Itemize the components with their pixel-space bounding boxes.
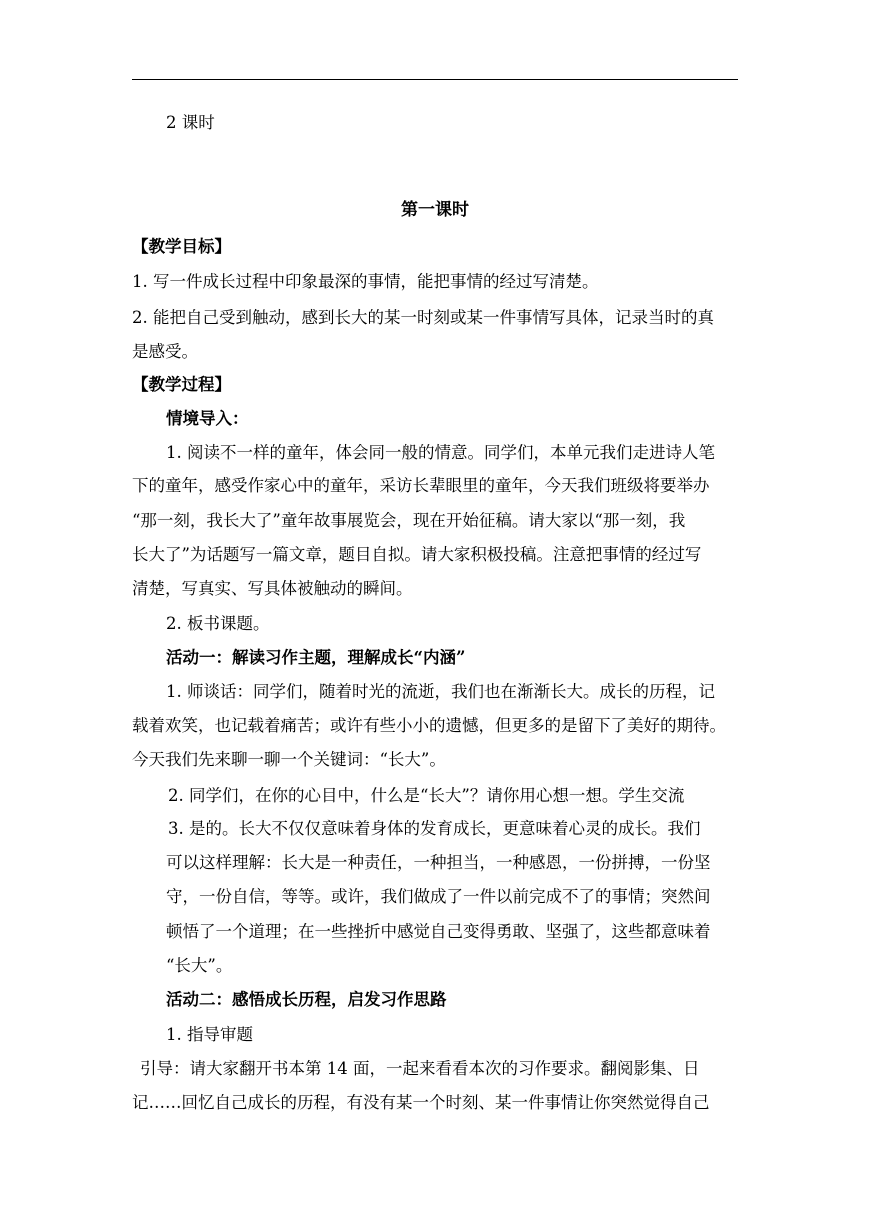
activity-1-heading: 活动一：解读习作主题，理解成长“内涵”	[166, 648, 466, 667]
activity-2-guide-line-2: 记……回忆自己成长的历程，有没有某一个时刻、某一件事情让你突然觉得自己	[132, 1093, 710, 1112]
intro-1-line-2: 下的童年，感受作家心中的童年，采访长辈眼里的童年，今天我们班级将要举办	[132, 476, 710, 495]
activity-1-item-3-line-1: 3. 是的。长大不仅仅意味着身体的发育成长，更意味着心灵的成长。我们	[168, 819, 701, 838]
activity-1-item-3-line-3: 守，一份自信，等等。或许，我们做成了一件以前完成不了的事情；突然间	[166, 887, 711, 906]
activity-1-item-1-line-2: 载着欢笑，也记载着痛苦；或许有些小小的遗憾，但更多的是留下了美好的期待。	[132, 716, 726, 735]
intro-1-line-4: 长大了”为话题写一篇文章，题目自拟。请大家积极投稿。注意把事情的经过写	[132, 545, 702, 564]
activity-2-heading: 活动二：感悟成长历程，启发习作思路	[166, 990, 447, 1009]
header-rule	[132, 79, 738, 80]
goal-2-line-2: 是感受。	[132, 342, 198, 361]
activity-2-item-1: 1. 指导审题	[166, 1025, 253, 1044]
goals-heading: 【教学目标】	[132, 237, 231, 256]
intro-1-line-5: 清楚，写真实、写具体被触动的瞬间。	[132, 579, 413, 598]
activity-1-item-3-line-2: 可以这样理解：长大是一种责任，一种担当，一种感恩，一份拼搏，一份坚	[166, 853, 711, 872]
activity-2-guide-line-1: 引导：请大家翻开书本第 14 面，一起来看看本次的习作要求。翻阅影集、日	[140, 1059, 700, 1078]
intro-1-line-1: 1. 阅读不一样的童年，体会同一般的情意。同学们，本单元我们走进诗人笔	[166, 443, 715, 462]
goal-1: 1. 写一件成长过程中印象最深的事情，能把事情的经过写清楚。	[132, 272, 599, 291]
activity-1-item-1-line-1: 1. 师谈话：同学们，随着时光的流逝，我们也在渐渐长大。成长的历程，记	[166, 682, 715, 701]
intro-heading: 情境导入：	[166, 409, 249, 428]
intro-2: 2. 板书课题。	[166, 614, 270, 633]
activity-1-item-2: 2. 同学们，在你的心目中，什么是“长大”？请你用心想一想。学生交流	[168, 786, 685, 805]
lesson-count: 2 课时	[166, 113, 215, 132]
activity-1-item-3-line-4: 顿悟了一个道理；在一些挫折中感觉自己变得勇敢、坚强了，这些都意味着	[166, 922, 711, 941]
intro-1-line-3: “那一刻，我长大了”童年故事展览会，现在开始征稿。请大家以“那一刻，我	[132, 511, 686, 530]
goal-2-line-1: 2. 能把自己受到触动，感到长大的某一时刻或某一件事情写具体，记录当时的真	[132, 308, 714, 327]
process-heading: 【教学过程】	[132, 375, 231, 394]
activity-1-item-1-line-3: 今天我们先来聊一聊一个关键词：“长大”。	[132, 750, 446, 769]
lesson-title: 第一课时	[401, 200, 469, 220]
activity-1-item-3-line-5: “长大”。	[166, 956, 233, 975]
